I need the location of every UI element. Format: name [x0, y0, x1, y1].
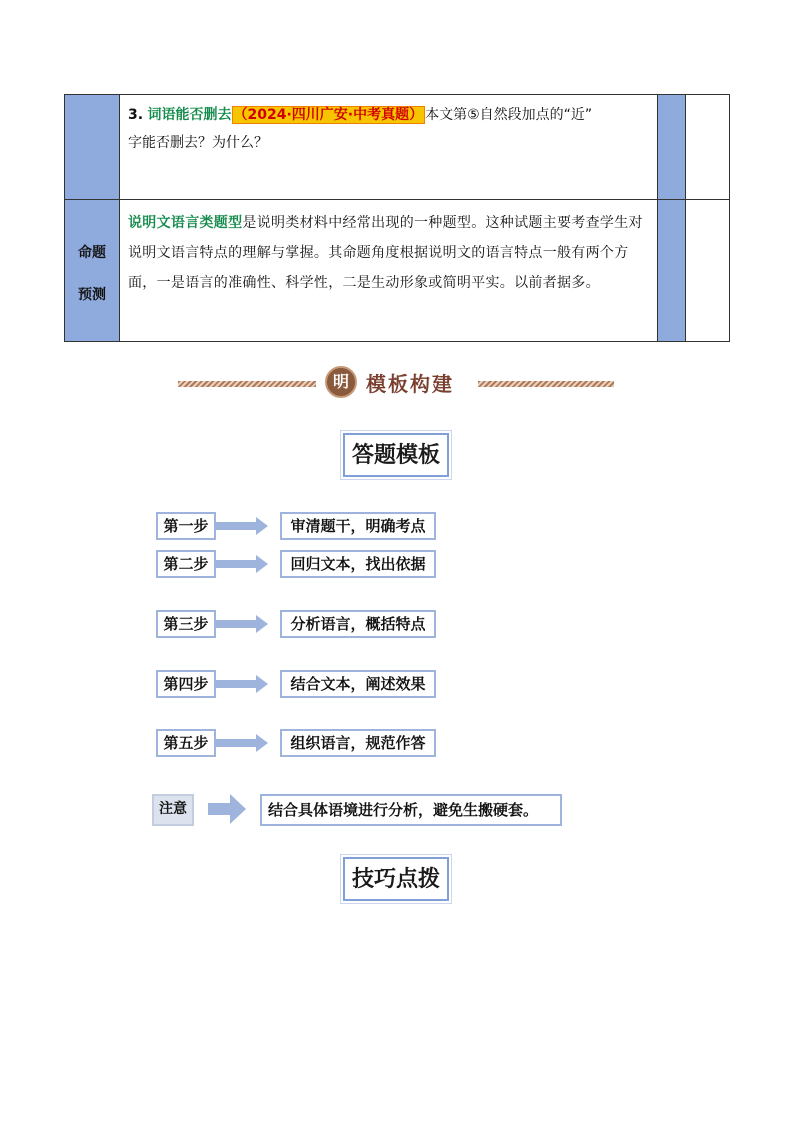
row2-stripe-cell — [657, 199, 686, 342]
prediction-cell — [119, 199, 658, 342]
step-content: 回归文本，找出依据 — [280, 550, 436, 578]
prediction-label-line1: 命题 — [78, 245, 106, 261]
prediction-highlight: 说明文语言类题型 — [128, 215, 243, 231]
note-arrow-icon — [208, 794, 246, 824]
question-text-line1: 本文第⑤自然段加点的“近” — [425, 107, 593, 123]
prediction-text — [120, 200, 657, 298]
prediction-label-line2: 预测 — [78, 287, 106, 303]
banner-title: 模板构建 — [366, 372, 454, 396]
banner-right-rule — [478, 381, 614, 387]
question-cell — [119, 94, 658, 200]
note-content: 结合具体语境进行分析，避免生搬硬套。 — [260, 794, 562, 826]
step-content: 组织语言，规范作答 — [280, 729, 436, 757]
note-label: 注意 — [152, 794, 194, 826]
question-number: 3. — [128, 107, 144, 123]
step-arrow-icon — [216, 675, 268, 693]
step-label: 第五步 — [156, 729, 216, 757]
tips-heading: 技巧点拨 — [343, 857, 449, 901]
banner-left-rule — [178, 381, 316, 387]
step-content: 分析语言，概括特点 — [280, 610, 436, 638]
row1-blank-cell — [685, 94, 730, 200]
step-arrow-icon — [216, 615, 268, 633]
prediction-body: 是说明类材料中经常出现的一种题型。这种试题主要考查学生对说明文语言特点的理解与掌握。其命题角度根据说明文的语言特点一般有两个方面，一是语言的准确性、科学性，二是生动形象或简明平实。以前者据多。 — [128, 215, 643, 291]
banner-seal-icon: 明 — [325, 366, 357, 398]
question-type-label: 词语能否删去 — [147, 107, 232, 123]
question-source-tag: （2024·四川广安·中考真题） — [233, 107, 424, 123]
step-label: 第一步 — [156, 512, 216, 540]
row2-blank-cell — [685, 199, 730, 342]
step-arrow-icon — [216, 734, 268, 752]
question-table — [64, 94, 730, 342]
row1-label-cell — [64, 94, 120, 200]
answer-template-heading: 答题模板 — [343, 433, 449, 477]
row1-stripe-cell — [657, 94, 686, 200]
step-content: 审清题干，明确考点 — [280, 512, 436, 540]
prediction-label-cell — [64, 199, 120, 342]
question-text-line2: 字能否删去？为什么？ — [128, 135, 268, 151]
step-label: 第四步 — [156, 670, 216, 698]
step-content: 结合文本，阐述效果 — [280, 670, 436, 698]
step-label: 第二步 — [156, 550, 216, 578]
step-arrow-icon — [216, 555, 268, 573]
step-arrow-icon — [216, 517, 268, 535]
question-text — [120, 95, 657, 157]
step-label: 第三步 — [156, 610, 216, 638]
